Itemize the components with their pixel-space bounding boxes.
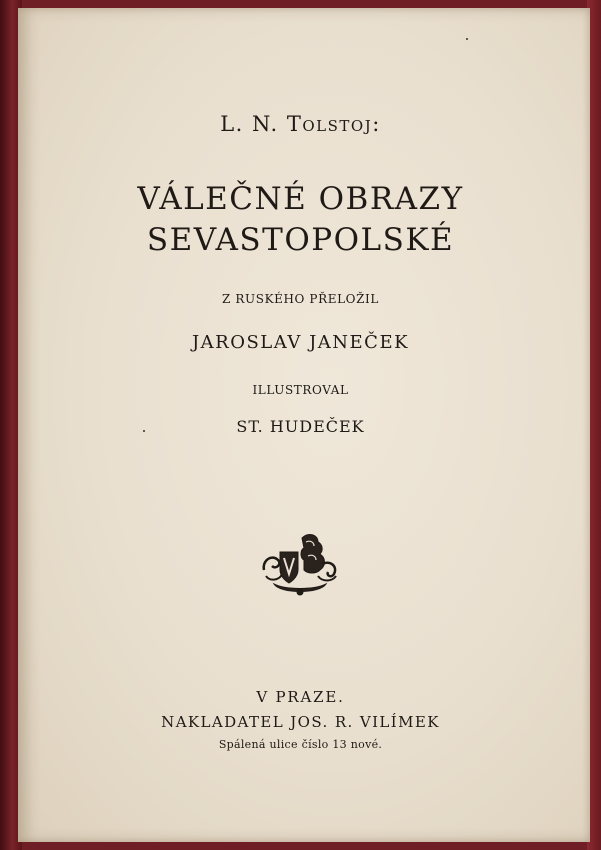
book-title-line-1: VÁLEČNÉ OBRAZY [137, 181, 464, 217]
publisher-lion-emblem-icon [260, 530, 340, 598]
author-name: L. N. Tolstoj: [220, 112, 381, 136]
publisher-name: NAKLADATEL JOS. R. VILÍMEK [161, 713, 440, 731]
illustrated-label: ILLUSTROVAL [252, 383, 349, 397]
publication-city: V PRAZE. [256, 688, 345, 706]
publisher-address: Spálená ulice číslo 13 nové. [218, 738, 383, 751]
book-title-line-2: SEVASTOPOLSKÉ [146, 222, 455, 258]
illustrator-name: ST. HUDEČEK [236, 417, 365, 436]
translator-name: JAROSLAV JANEČEK [191, 332, 410, 353]
translated-label: Z RUSKÉHO PŘELOŽIL [222, 292, 379, 306]
paper-speck [466, 38, 468, 40]
